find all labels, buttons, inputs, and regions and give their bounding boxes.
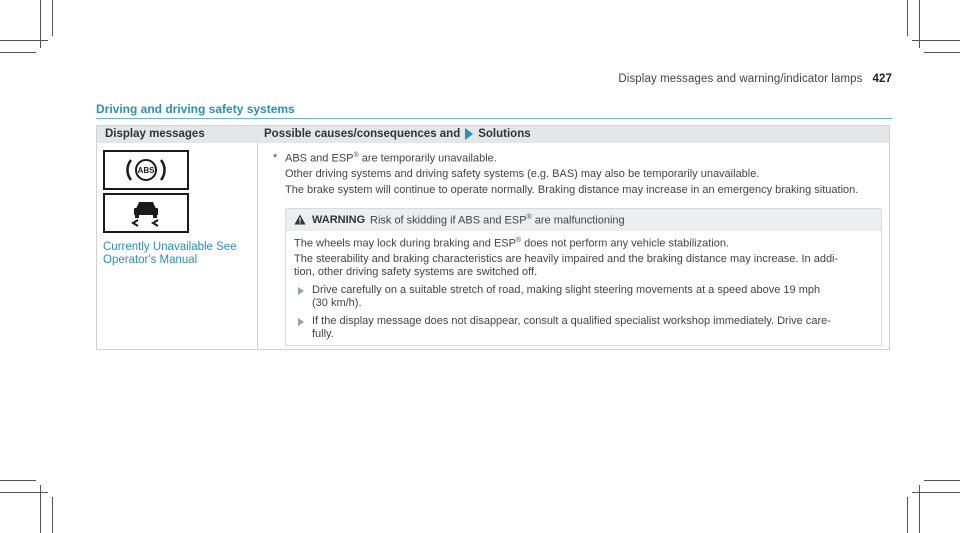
bullet-2-line-2: fully. (312, 328, 334, 340)
crop-mark (907, 497, 908, 533)
warning-title-post: are malfunctioning (531, 214, 625, 227)
unavailable-line-1: Currently Unavailable See (103, 241, 237, 253)
display-messages-table (96, 125, 890, 350)
warning-title-pre: Risk of skidding if ABS and ESP (370, 214, 527, 227)
warning-paragraph-2-line-2: tion, other driving safety systems are switched off. (294, 266, 538, 278)
table-header (97, 126, 889, 143)
warning-label: WARNING (312, 214, 366, 226)
arrow-right-icon (465, 128, 473, 140)
column-header-display-messages: Display messages (105, 128, 205, 140)
cause-line-1-post: are temporarily unavailable. (358, 152, 497, 165)
cause-line-2: Other driving systems and driving safety systems (e.g. BAS) may also be temporarily unavailable. (285, 168, 760, 180)
bullet-arrow-icon (298, 287, 304, 295)
crop-mark (924, 52, 960, 53)
crop-mark (0, 52, 36, 53)
crop-mark (0, 40, 48, 41)
warning-p1-post: does not perform any vehicle stabilization. (521, 237, 730, 250)
registered-mark: ® (353, 152, 359, 159)
svg-text:ABS: ABS (137, 166, 155, 175)
bullet-1-line-1: Drive carefully on a suitable stretch of road, making slight steering movements at a speed above 19 mph (312, 284, 821, 296)
crop-mark (907, 0, 908, 36)
warning-box (285, 208, 882, 346)
crop-mark (0, 492, 48, 493)
page-header-title: Display messages and warning/indicator lamps (618, 73, 863, 85)
registered-mark: ® (515, 237, 522, 244)
column-header-solutions-label: Solutions (478, 128, 531, 140)
abs-warning-icon (103, 150, 189, 190)
warning-triangle-icon (294, 214, 306, 225)
esp-skid-icon (103, 193, 189, 233)
crop-mark (912, 40, 960, 41)
cause-line-3: The brake system will continue to operate normally. Braking distance may increase in an emergency braking situation. (285, 184, 859, 196)
bullet-arrow-icon (298, 318, 304, 326)
column-header-causes (264, 128, 531, 140)
bullet-1-line-2: (30 km/h). (312, 297, 362, 309)
unavailable-line-2: Operator's Manual (103, 254, 198, 266)
registered-mark: ® (526, 214, 532, 221)
crop-mark (0, 480, 36, 481)
column-divider (257, 143, 258, 349)
cause-line-1 (285, 152, 497, 165)
warning-p1-pre: The wheels may lock during braking and ESP (294, 237, 516, 250)
column-header-causes-label: Possible causes/consequences and (264, 128, 461, 140)
warning-paragraph-1 (294, 237, 729, 250)
warning-paragraph-2-line-1: The steerability and braking characteristics are heavily impaired and the braking distance may increase. In addi- (294, 253, 839, 265)
bullet-2-line-1: If the display message does not disappear, consult a qualified specialist workshop immediately. Drive care- (312, 315, 831, 327)
footnote-marker: * (273, 152, 278, 164)
page-header (618, 73, 892, 85)
crop-mark (924, 480, 960, 481)
page-number: 427 (872, 73, 892, 85)
unavailable-message (103, 241, 253, 267)
crop-mark (912, 492, 960, 493)
section-title: Driving and driving safety systems (96, 102, 295, 116)
warning-header (286, 209, 881, 231)
crop-mark (52, 0, 53, 36)
section-divider (96, 118, 892, 119)
cause-line-1-pre: ABS and ESP (285, 152, 354, 165)
warning-title (370, 214, 625, 227)
crop-mark (52, 497, 53, 533)
